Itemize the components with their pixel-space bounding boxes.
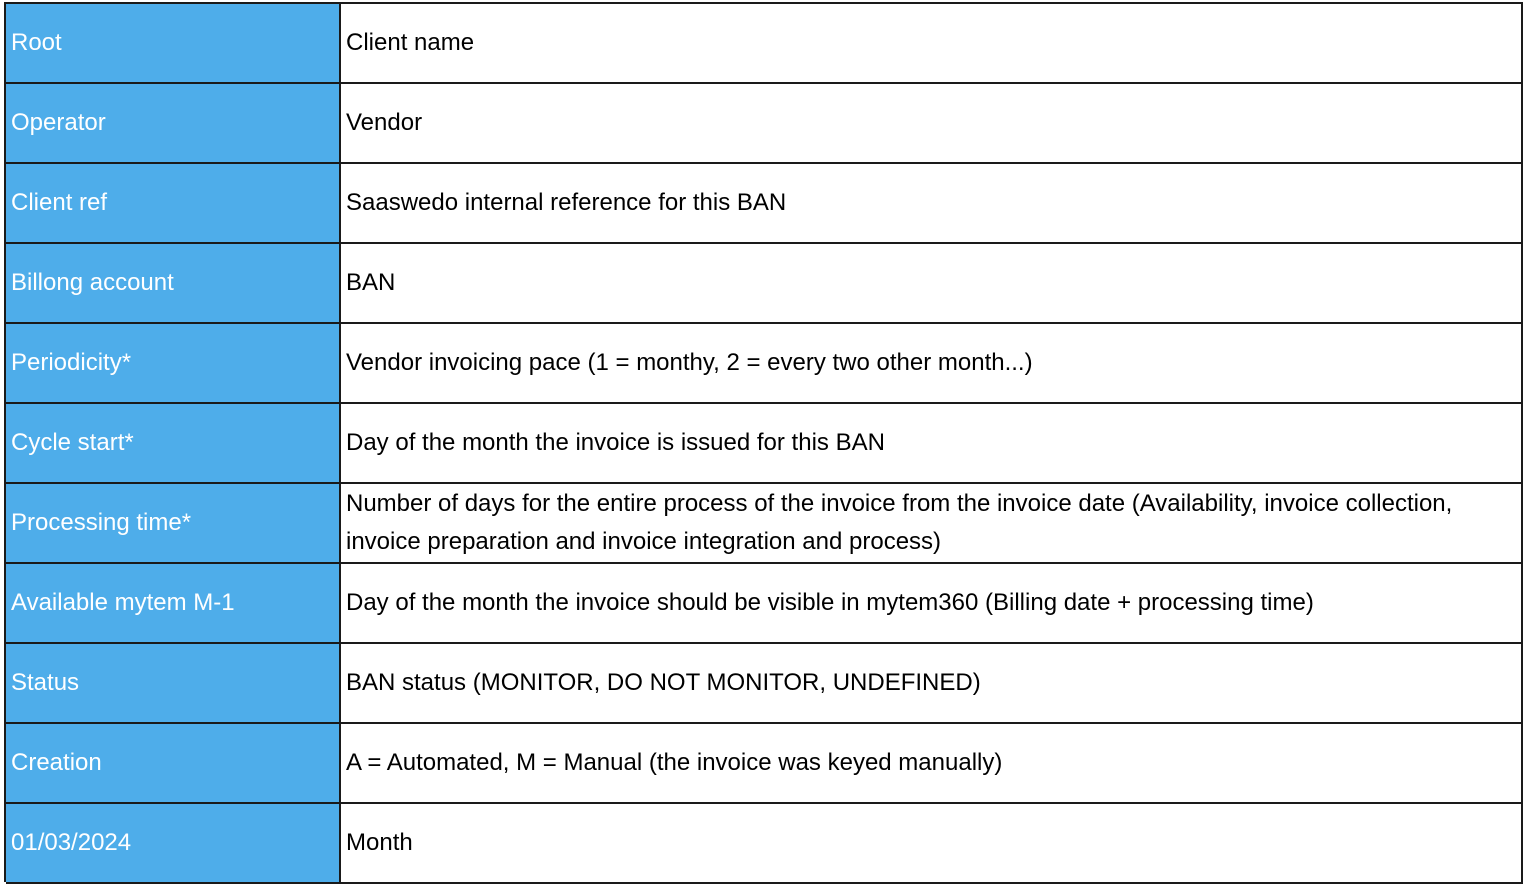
row-value-month[interactable] bbox=[341, 804, 1523, 882]
row-label-billing-account[interactable]: Billong account bbox=[6, 244, 341, 322]
row-label-status[interactable]: Status bbox=[6, 644, 341, 722]
row-label-available-mytem[interactable]: Available mytem M-1 bbox=[6, 564, 341, 642]
definitions-table bbox=[4, 2, 1523, 882]
row-value-text: Day of the month the invoice is issued for this BAN bbox=[346, 429, 885, 456]
row-value-text: Vendor bbox=[346, 109, 423, 136]
row-label-client-ref[interactable]: Client ref bbox=[6, 164, 341, 242]
row-label-month-date[interactable]: 01/03/2024 bbox=[6, 804, 341, 882]
table-row bbox=[6, 724, 1523, 804]
row-label-creation[interactable]: Creation bbox=[6, 724, 341, 802]
row-value-periodicity[interactable] bbox=[341, 324, 1523, 402]
row-value-text: A = Automated, M = Manual (the invoice was keyed manually) bbox=[346, 749, 1003, 776]
row-value-text: Client name bbox=[346, 29, 475, 56]
table-row bbox=[6, 164, 1523, 244]
row-value-client-ref[interactable] bbox=[341, 164, 1523, 242]
row-value-operator[interactable] bbox=[341, 84, 1523, 162]
row-label-root[interactable]: Root bbox=[6, 4, 341, 82]
table-row bbox=[6, 244, 1523, 324]
table-row bbox=[6, 484, 1523, 564]
row-label-cycle-start[interactable]: Cycle start* bbox=[6, 404, 341, 482]
row-label-periodicity[interactable]: Periodicity* bbox=[6, 324, 341, 402]
row-value-available-mytem[interactable] bbox=[341, 564, 1523, 642]
row-value-text: Saaswedo internal reference for this BAN bbox=[346, 189, 787, 216]
table-row bbox=[6, 84, 1523, 164]
row-value-text: Number of days for the entire process of the invoice from the invoice date (Availability, invoice collection, invoice preparation and invoice integration and process) bbox=[346, 490, 1453, 555]
row-value-status[interactable] bbox=[341, 644, 1523, 722]
row-value-text: BAN status (MONITOR, DO NOT MONITOR, UNDEFINED) bbox=[346, 669, 981, 696]
row-value-text: Month bbox=[346, 829, 413, 856]
row-value-text: Vendor invoicing pace (1 = monthy, 2 = every two other month...) bbox=[346, 349, 1033, 376]
table-row bbox=[6, 4, 1523, 84]
row-value-billing-account[interactable] bbox=[341, 244, 1523, 322]
table-row bbox=[6, 644, 1523, 724]
row-value-text: BAN bbox=[346, 269, 396, 296]
row-value-root[interactable] bbox=[341, 4, 1523, 82]
table-row bbox=[6, 404, 1523, 484]
row-label-processing-time[interactable]: Processing time* bbox=[6, 484, 341, 562]
table-row bbox=[6, 564, 1523, 644]
table-row bbox=[6, 804, 1523, 884]
table-row bbox=[6, 324, 1523, 404]
row-value-creation[interactable] bbox=[341, 724, 1523, 802]
row-value-processing-time[interactable] bbox=[341, 484, 1523, 562]
row-value-cycle-start[interactable] bbox=[341, 404, 1523, 482]
row-value-text: Day of the month the invoice should be visible in mytem360 (Billing date + processing time) bbox=[346, 589, 1314, 616]
row-label-operator[interactable]: Operator bbox=[6, 84, 341, 162]
